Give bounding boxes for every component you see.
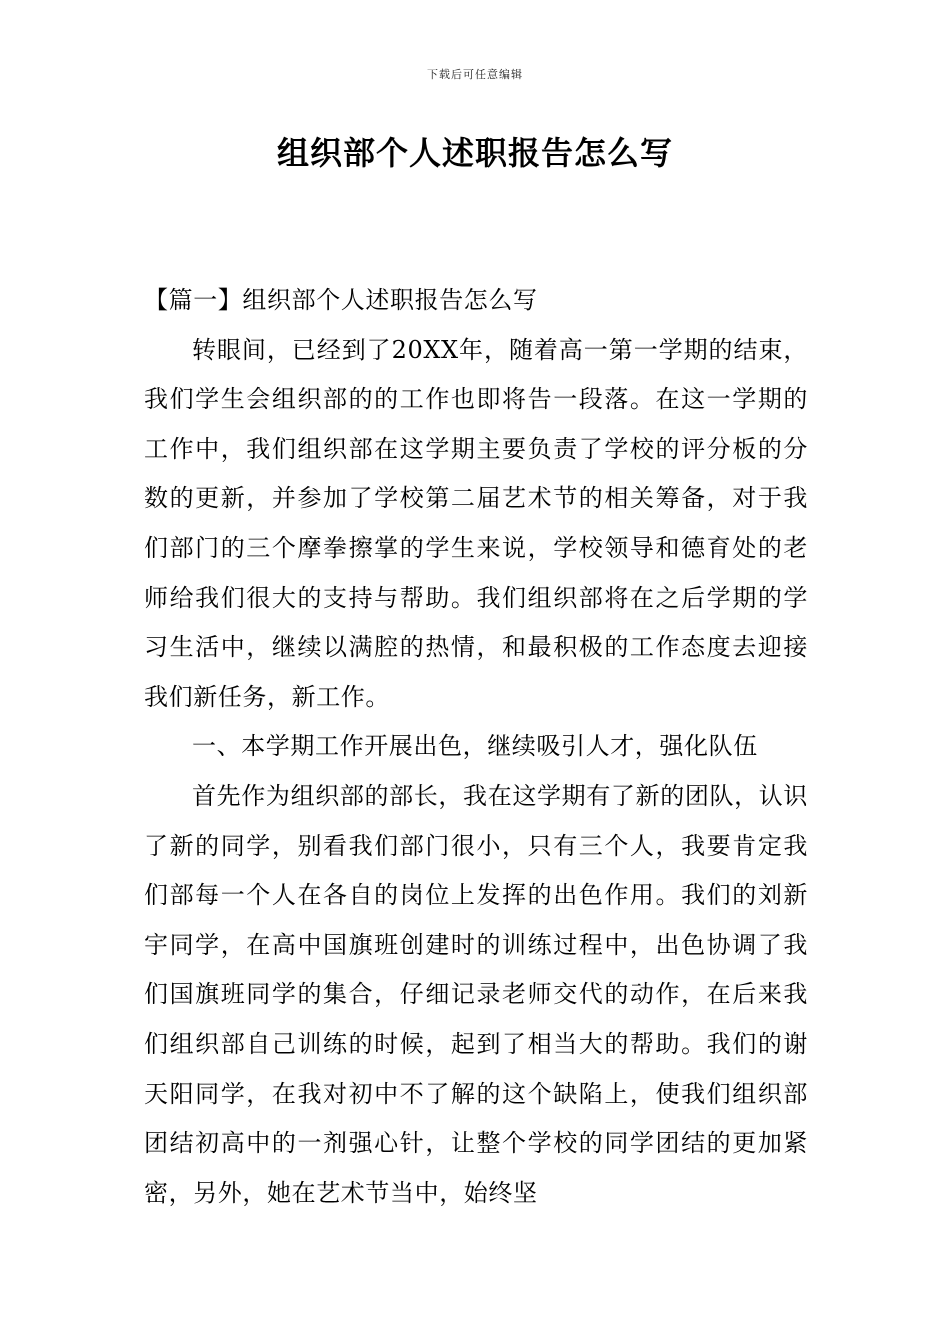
subheading-one: 一、本学期工作开展出色，继续吸引人才，强化队伍: [192, 732, 758, 761]
document-body: [144, 276, 808, 1218]
paragraph-team: 首先作为组织部的部长，我在这学期有了新的团队，认识了新的同学，别看我们部门很小，只有三个人，我要肯定我们部每一个人在各自的岗位上发挥的出色作用。我们的刘新宇同学，在高中国旗班创建时的训练过程中，出色协调了我们国旗班同学的集合，仔细记录老师交代的动作，在后来我们组织部自己训练的时候，起到了相当大的帮助。我们的谢天阳同学，在我对初中不了解的这个缺陷上，使我们组织部团结初高中的一剂强心针，让整个学校的同学团结的更加紧密，另外，她在艺术节当中，始终坚: [144, 781, 808, 1207]
document-title: 组织部个人述职报告怎么写: [276, 134, 673, 172]
paragraph-intro: 转眼间，已经到了20XX年，随着高一第一学期的结束，我们学生会组织部的的工作也即将告一段落。在这一学期的工作中，我们组织部在这学期主要负责了学校的评分板的分数的更新，并参加了学校第二届艺术节的相关筹备，对于我们部门的三个摩拳擦掌的学生来说，学校领导和德育处的老师给我们很大的支持与帮助。我们组织部将在之后学期的学习生活中，继续以满腔的热情，和最积极的工作态度去迎接我们新任务，新工作。: [144, 335, 808, 711]
section-heading: 【篇一】组织部个人述职报告怎么写: [144, 286, 538, 314]
header-note: 下载后可任意编辑: [427, 68, 523, 81]
